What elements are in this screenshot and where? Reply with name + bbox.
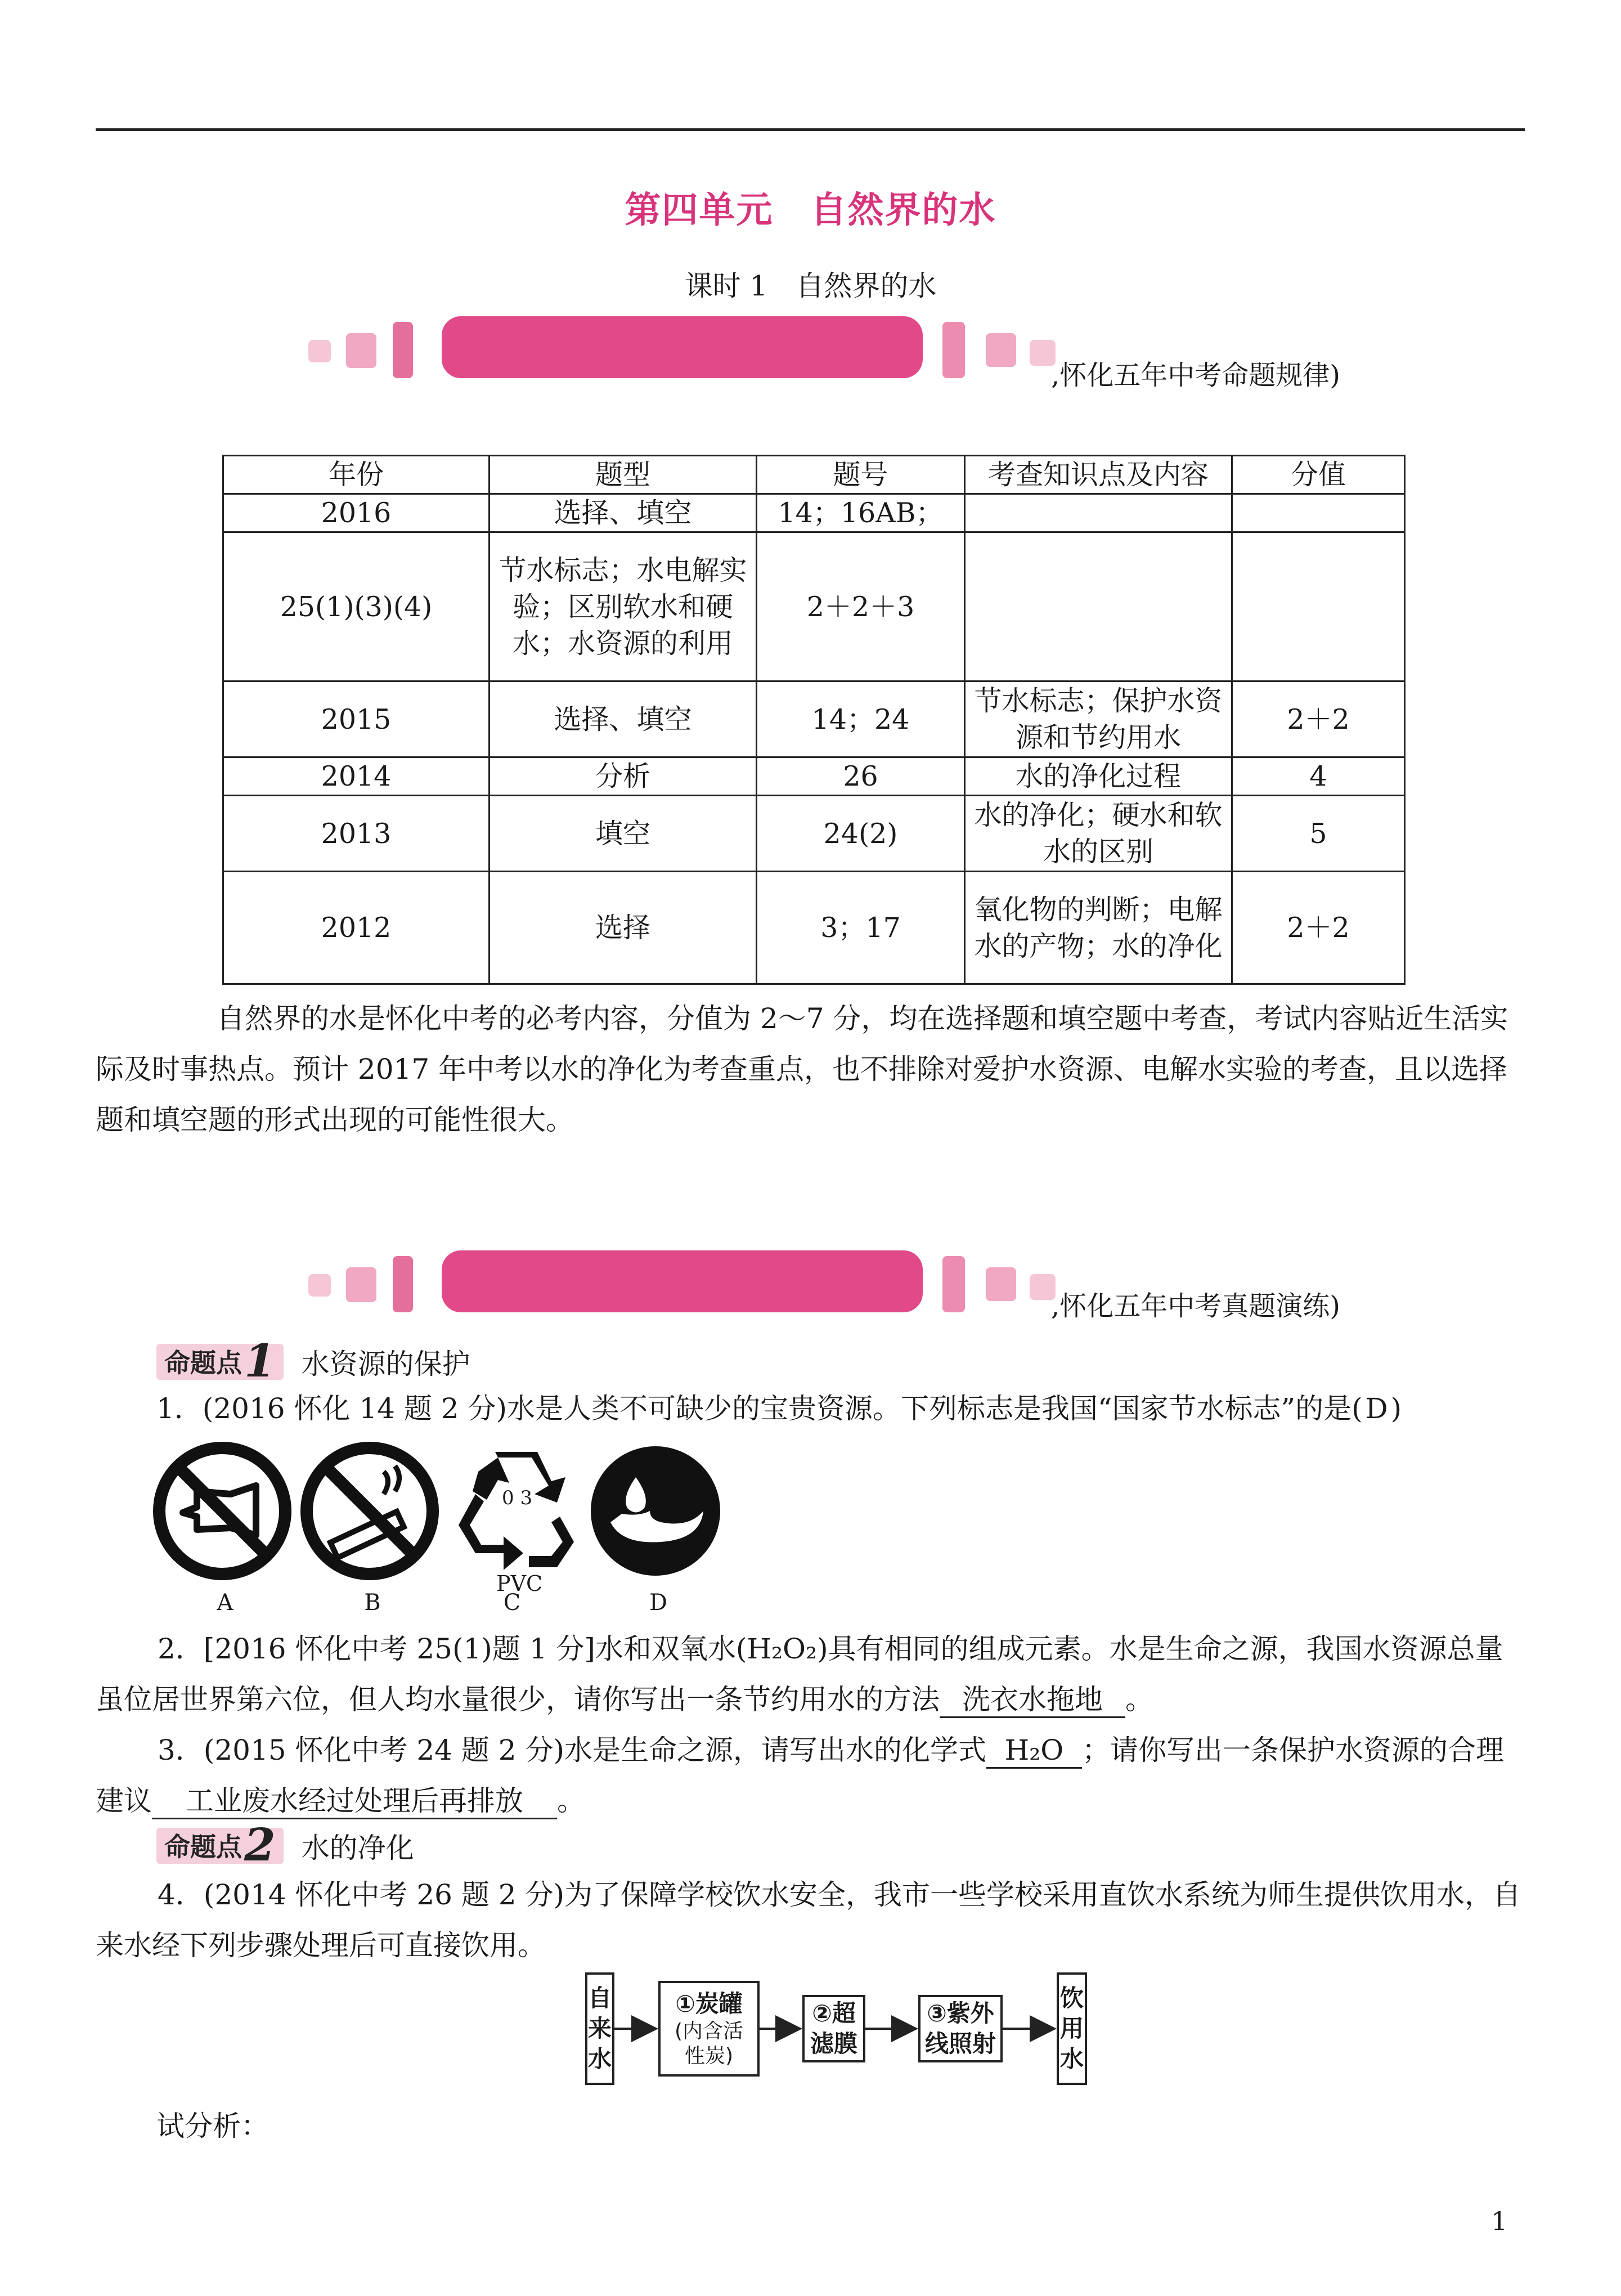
topic-badge: [156, 1334, 284, 1387]
table-cell: 2＋2: [1232, 872, 1405, 984]
table-row: [223, 796, 1405, 872]
rules-banner-label: ,怀化五年中考命题规律): [1051, 360, 1340, 391]
banner-square: [308, 340, 331, 362]
flow-start-tap-water: [585, 1972, 614, 2085]
table-cell: 填空: [490, 796, 757, 872]
table-cell: 14；24: [757, 681, 965, 757]
table-cell: 2＋2＋3: [757, 532, 965, 681]
flow-text: ②超: [812, 1999, 856, 2027]
recycle-code: 0 3: [502, 1487, 533, 1509]
banner-square: [986, 1267, 1016, 1301]
table-cell: 4: [1232, 757, 1405, 796]
table-cell: 水的净化过程: [965, 757, 1232, 796]
question-3: [96, 1725, 1525, 1826]
flow-step-ultrafiltration: [802, 1995, 865, 2062]
table-cell: 3；17: [757, 872, 965, 984]
question-text: 。: [557, 1784, 585, 1817]
table-row: [223, 757, 1405, 796]
table-cell: 25(1)(3)(4): [223, 532, 490, 681]
sign-label-a: A: [217, 1590, 234, 1616]
practice-banner: [0, 1250, 1621, 1329]
flow-text: 自: [587, 1984, 612, 2012]
table-header: 题型: [490, 456, 757, 494]
banner-pill: [442, 316, 923, 378]
sign-label-b: B: [364, 1590, 381, 1616]
table-header: 分值: [1232, 456, 1405, 494]
flow-text: 饮: [1059, 1984, 1084, 2012]
water-saving-icon: [588, 1443, 723, 1578]
no-honking-icon: [152, 1441, 293, 1581]
table-cell: 水的净化；硬水和软水的区别: [965, 796, 1232, 872]
table-cell: 氧化物的判断；电解水的产物；水的净化: [965, 872, 1232, 984]
rules-banner: [0, 316, 1621, 395]
flow-text: 性炭): [684, 2044, 734, 2068]
question-text: 2．[2016 怀化中考 25(1)题 1 分]水和双氧水(H₂O₂)具有相同的组成元素。水是生命之源，我国水资源总量虽位居世界第六位，但人均水量很少，请你写出一条节约用水的方法: [96, 1633, 1503, 1716]
purification-flow: [585, 1972, 1092, 2085]
answer: 工业废水经过处理后再排放: [152, 1784, 557, 1819]
page-number: 1: [1491, 2206, 1508, 2236]
question-2: [96, 1624, 1525, 1725]
unit-title: 第四单元 自然界的水: [625, 190, 996, 231]
table-cell: 选择、填空: [490, 494, 757, 532]
flow-text: 线照射: [924, 2030, 996, 2057]
top-rule: [96, 128, 1525, 131]
table-row: [223, 532, 1405, 681]
topic-badge: [156, 1818, 284, 1871]
table-cell: [965, 532, 1232, 681]
table-row: [223, 681, 1405, 757]
flow-text: 滤膜: [810, 2030, 857, 2057]
lesson-title: 课时 1 自然界的水: [684, 270, 937, 302]
topic-badge-number: 2: [244, 1818, 276, 1871]
table-cell: 24(2): [757, 796, 965, 872]
flow-text: ③紫外: [927, 1999, 994, 2027]
banner-square: [308, 1274, 331, 1297]
table-cell: 2013: [223, 796, 490, 872]
question-text: 1．(2016 怀化 14 题 2 分)水是人类不可缺少的宝贵资源。下列标志是我国“国家节水标志”的是(: [156, 1392, 1363, 1425]
table-cell: 5: [1232, 796, 1405, 872]
table-cell: 2015: [223, 681, 490, 757]
banner-pill: [442, 1250, 923, 1312]
flow-text: 水: [1059, 2045, 1084, 2073]
table-cell: 26: [757, 757, 965, 796]
question-1: [156, 1383, 1524, 1434]
table-row: [223, 494, 1405, 532]
topic-badge-label: 命题点: [164, 1348, 242, 1378]
banner-square: [346, 1267, 376, 1302]
answer: H₂O: [986, 1733, 1082, 1769]
practice-banner-label: ,怀化五年中考真题演练): [1051, 1290, 1340, 1322]
exam-history-table: [222, 455, 1406, 985]
table-header: 题号: [757, 456, 965, 494]
table-cell: 选择: [490, 872, 757, 984]
flow-step-carbon-tank: [658, 1981, 760, 2077]
table-cell: 2012: [223, 872, 490, 984]
flow-step-uv: [918, 1995, 1003, 2062]
question-text: ): [1390, 1392, 1402, 1425]
question-text: 3．(2015 怀化中考 24 题 2 分)水是生命之源，请写出水的化学式: [158, 1734, 986, 1766]
topic-1-heading: [156, 1334, 470, 1387]
flow-text: 用: [1059, 2015, 1084, 2042]
sign-label-d: D: [649, 1590, 668, 1616]
summary-paragraph: 自然界的水是怀化中考的必考内容，分值为 2～7 分，均在选择题和填空题中考查，考试内容贴近生活实际及时事热点。预计 2017 年中考以水的净化为考查重点，也不排除对爱护水资源、电解水实验的考查，且以选择题和填空题的形式出现的可能性很大。: [96, 1002, 1508, 1136]
answer: D: [1365, 1392, 1388, 1425]
table-cell: 节水标志；保护水资源和节约用水: [965, 681, 1232, 757]
banner-square: [986, 333, 1016, 367]
banner-square: [393, 322, 413, 378]
no-smoking-icon: [299, 1441, 440, 1581]
table-cell: [1232, 494, 1405, 532]
table-cell: 2＋2: [1232, 681, 1405, 757]
flow-text: 来: [587, 2015, 612, 2042]
table-cell: 分析: [490, 757, 757, 796]
topic-badge-label: 命题点: [164, 1832, 242, 1862]
table-cell: 选择、填空: [490, 681, 757, 757]
table-row: [223, 872, 1405, 984]
flow-text: (内含活: [674, 2020, 744, 2043]
question-text: 。: [1125, 1683, 1153, 1716]
table-header: 年份: [223, 456, 490, 494]
table-header: 考查知识点及内容: [965, 456, 1232, 494]
flow-text: 水: [587, 2045, 612, 2073]
answer: 洗衣水拖地: [940, 1683, 1125, 1718]
banner-square: [942, 1256, 965, 1312]
table-cell: 14；16AB；: [757, 494, 965, 532]
table-cell: [1232, 532, 1405, 681]
topic-badge-number: 1: [244, 1334, 276, 1387]
banner-square: [393, 1256, 413, 1312]
flow-end-drinking-water: [1057, 1972, 1087, 2085]
flow-text: ①炭罐: [675, 1990, 743, 2017]
recycle-icon: [444, 1441, 585, 1581]
banner-square: [942, 322, 965, 378]
table-cell: 2016: [223, 494, 490, 532]
table-cell: 2014: [223, 757, 490, 796]
topic-2-heading: [156, 1818, 414, 1871]
question-text: ；请你写出一条保护水资源的合理建议: [96, 1734, 1504, 1817]
topic-title: 水资源的保护: [301, 1348, 470, 1380]
table-cell: [965, 494, 1232, 532]
sign-label-c: C: [503, 1590, 521, 1616]
recycle-label: PVC: [496, 1571, 543, 1596]
table-header-row: [223, 456, 1405, 494]
banner-square: [346, 333, 376, 368]
table-cell: 节水标志；水电解实验；区别软水和硬水；水资源的利用: [490, 532, 757, 681]
analysis-prompt: 试分析：: [156, 2110, 269, 2142]
topic-title: 水的净化: [301, 1832, 414, 1864]
question-4: 4．(2014 怀化中考 26 题 2 分)为了保障学校饮水安全，我市一些学校采用直饮水系统为师生提供饮用水，自来水经下列步骤处理后可直接饮用。: [96, 1878, 1521, 1962]
